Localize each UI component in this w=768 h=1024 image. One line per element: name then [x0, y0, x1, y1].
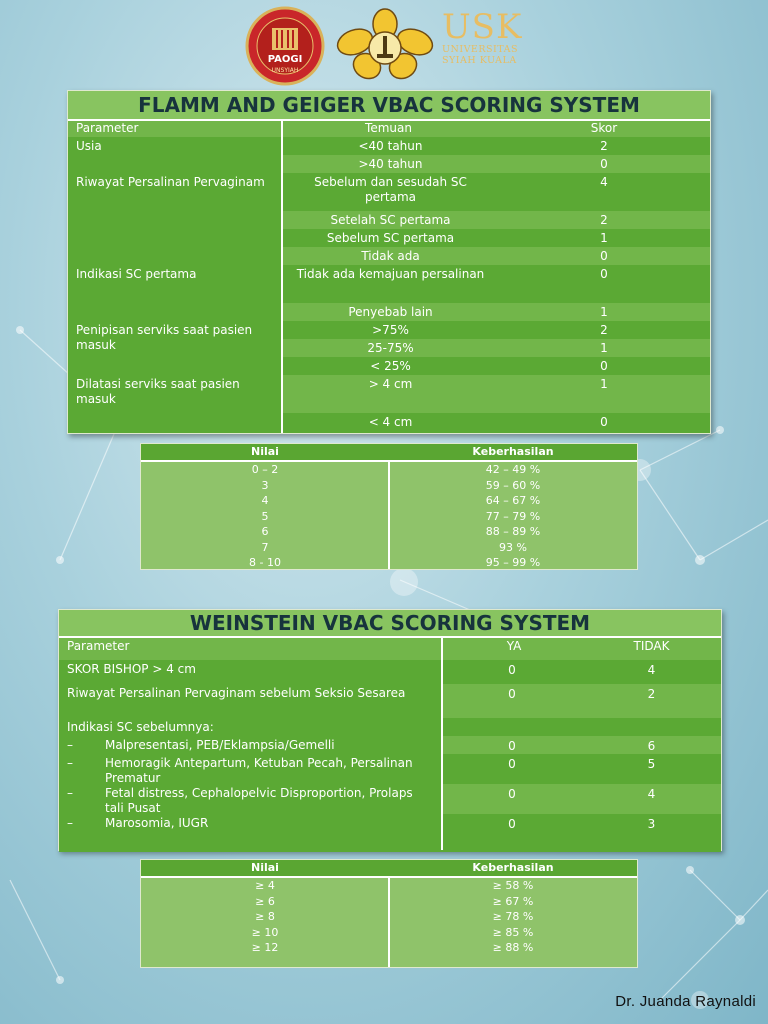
weinstein-result-table — [140, 859, 638, 968]
weinstein-bullet-dash: – — [67, 756, 73, 770]
flamm-parameter-cell: Penipisan serviks saat pasien masuk — [76, 323, 253, 352]
weinstein-bullet-dash: – — [67, 786, 73, 800]
flamm-header-skor: Skor — [590, 121, 618, 135]
flamm-skor-cell: 1 — [600, 305, 608, 319]
flamm-result-keberhasilan-cell: 93 % — [499, 540, 527, 554]
flamm-skor-cell: 1 — [600, 377, 608, 391]
weinstein-tidak-cell: 4 — [647, 663, 656, 677]
weinstein-result-nilai-cell: ≥ 12 — [251, 941, 279, 954]
flamm-result-keberhasilan-cell: 88 – 89 % — [485, 525, 541, 538]
flamm-skor-cell: 1 — [600, 231, 608, 245]
flamm-divider — [281, 121, 283, 433]
flamm-header-temuan: Temuan — [365, 121, 412, 135]
flamm-header-row — [68, 121, 710, 137]
weinstein-result-header-row — [141, 860, 637, 876]
flamm-result-nilai-cell: 8 - 10 — [249, 556, 281, 569]
weinstein-result-keberhasilan-cell: ≥ 58 % — [492, 879, 534, 892]
flamm-temuan-cell: Sebelum dan sesudah SC pertama — [314, 175, 467, 204]
weinstein-title: WEINSTEIN VBAC SCORING SYSTEM — [59, 610, 721, 638]
weinstein-result-header-keberhasilan: Keberhasilan — [472, 861, 554, 874]
flamm-skor-cell: 0 — [600, 359, 608, 373]
flamm-temuan-cell: Tidak ada — [361, 249, 420, 263]
weinstein-ya-cell: 0 — [508, 757, 516, 771]
flamm-temuan-cell: Tidak ada kemajuan persalinan — [296, 267, 485, 281]
svg-text:UNSYIAH: UNSYIAH — [271, 67, 299, 74]
weinstein-result-header-nilai: Nilai — [251, 861, 279, 874]
paogi-logo — [242, 6, 328, 86]
weinstein-tidak-cell: 5 — [647, 757, 656, 771]
flamm-skor-cell: 0 — [600, 157, 608, 171]
flamm-result-nilai-cell: 5 — [261, 509, 269, 523]
flamm-result-table — [140, 443, 638, 570]
header-logos — [0, 6, 768, 86]
weinstein-ya-cell: 0 — [508, 787, 516, 801]
weinstein-result-keberhasilan-cell: ≥ 88 % — [492, 941, 534, 954]
flamm-parameter-cell: Dilatasi serviks saat pasien masuk — [76, 377, 240, 406]
flamm-skor-cell: 2 — [600, 213, 608, 227]
weinstein-result-nilai-cell: ≥ 10 — [251, 925, 279, 939]
weinstein-panel — [58, 609, 722, 851]
flamm-result-keberhasilan-cell: 64 – 67 % — [485, 494, 541, 507]
flamm-result-header-row — [141, 444, 637, 460]
flamm-geiger-panel — [67, 90, 711, 434]
flamm-result-nilai-cell: 4 — [261, 494, 269, 507]
weinstein-ya-cell: 0 — [508, 663, 516, 677]
usk-logo — [442, 7, 562, 66]
weinstein-result-nilai-cell: ≥ 8 — [255, 910, 275, 923]
flamm-result-nilai-cell: 0 – 2 — [251, 463, 279, 476]
flamm-geiger-title: FLAMM AND GEIGER VBAC SCORING SYSTEM — [68, 91, 710, 121]
weinstein-header-tidak: TIDAK — [633, 639, 670, 653]
flamm-parameter-cell: Indikasi SC pertama — [76, 267, 197, 281]
flamm-temuan-cell: < 25% — [370, 359, 411, 373]
weinstein-parameter-cell: Hemoragik Antepartum, Ketuban Pecah, Persalinan Prematur — [105, 756, 413, 785]
weinstein-tidak-cell: 3 — [647, 817, 656, 831]
usk-logo-title: USK — [442, 7, 523, 47]
flamm-skor-cell: 0 — [600, 249, 608, 263]
weinstein-parameter-cell: Malpresentasi, PEB/Eklampsia/Gemelli — [105, 738, 335, 752]
flamm-skor-cell: 0 — [600, 267, 608, 281]
weinstein-result-nilai-cell: ≥ 6 — [255, 894, 275, 908]
flamm-skor-cell: 2 — [600, 323, 608, 337]
weinstein-parameter-cell: Marosomia, IUGR — [105, 816, 209, 830]
unsyiah-crest-logo — [335, 8, 435, 82]
weinstein-tidak-cell: 4 — [647, 787, 656, 801]
flamm-temuan-cell: <40 tahun — [358, 139, 423, 153]
flamm-temuan-cell: >40 tahun — [358, 157, 423, 171]
flamm-skor-cell: 4 — [600, 175, 608, 189]
weinstein-header-parameter: Parameter — [67, 639, 130, 653]
usk-logo-line2: SYIAH KUALA — [442, 55, 517, 66]
weinstein-parameter-cell: Riwayat Persalinan Pervaginam sebelum Seksio Sesarea — [67, 686, 406, 700]
flamm-result-keberhasilan-cell: 42 – 49 % — [485, 463, 541, 476]
flamm-temuan-cell: > 4 cm — [368, 377, 413, 391]
flamm-result-nilai-cell: 7 — [261, 540, 269, 554]
weinstein-ya-cell: 0 — [508, 817, 516, 831]
weinstein-ya-cell: 0 — [508, 687, 516, 701]
weinstein-parameter-cell: Indikasi SC sebelumnya: — [67, 720, 214, 734]
flamm-result-keberhasilan-cell: 77 – 79 % — [485, 509, 541, 523]
flamm-temuan-cell: Sebelum SC pertama — [326, 231, 455, 245]
weinstein-divider — [441, 638, 443, 850]
flamm-result-header-nilai: Nilai — [251, 445, 279, 458]
weinstein-tidak-cell: 2 — [647, 687, 656, 701]
weinstein-bullet-dash: – — [67, 738, 73, 752]
weinstein-result-nilai-cell: ≥ 4 — [255, 879, 275, 892]
flamm-header-parameter: Parameter — [76, 121, 139, 135]
weinstein-parameter-cell: Fetal distress, Cephalopelvic Disproportion, Prolaps tali Pusat — [105, 786, 413, 815]
weinstein-result-keberhasilan-cell: ≥ 85 % — [492, 925, 534, 939]
flamm-temuan-cell: < 4 cm — [368, 415, 413, 429]
flamm-result-keberhasilan-cell: 59 – 60 % — [485, 478, 541, 492]
flamm-result-nilai-cell: 3 — [261, 478, 269, 492]
flamm-skor-cell: 1 — [600, 341, 608, 355]
svg-text:PAOGI: PAOGI — [267, 54, 303, 65]
usk-logo-line1: UNIVERSITAS — [442, 44, 518, 55]
weinstein-header-row — [59, 638, 721, 660]
flamm-temuan-cell: >75% — [372, 323, 409, 337]
flamm-temuan-cell: Setelah SC pertama — [330, 213, 451, 227]
weinstein-result-keberhasilan-cell: ≥ 67 % — [492, 894, 534, 908]
author-credit: Dr. Juanda Raynaldi — [615, 993, 756, 1010]
flamm-skor-cell: 2 — [600, 139, 608, 153]
flamm-result-header-keberhasilan: Keberhasilan — [472, 445, 554, 458]
flamm-parameter-cell: Usia — [76, 139, 102, 153]
weinstein-parameter-cell: SKOR BISHOP > 4 cm — [67, 662, 196, 676]
weinstein-header-ya: YA — [506, 639, 522, 653]
flamm-result-nilai-cell: 6 — [261, 525, 269, 538]
weinstein-bullet-dash: – — [67, 816, 73, 830]
weinstein-ya-cell: 0 — [508, 739, 516, 753]
weinstein-tidak-cell: 6 — [647, 739, 656, 753]
flamm-result-keberhasilan-cell: 95 – 99 % — [485, 556, 541, 569]
flamm-temuan-cell: 25-75% — [367, 341, 414, 355]
flamm-temuan-cell: Penyebab lain — [348, 305, 433, 319]
weinstein-result-keberhasilan-cell: ≥ 78 % — [492, 910, 534, 923]
flamm-skor-cell: 0 — [600, 415, 608, 429]
flamm-parameter-cell: Riwayat Persalinan Pervaginam — [76, 175, 265, 189]
